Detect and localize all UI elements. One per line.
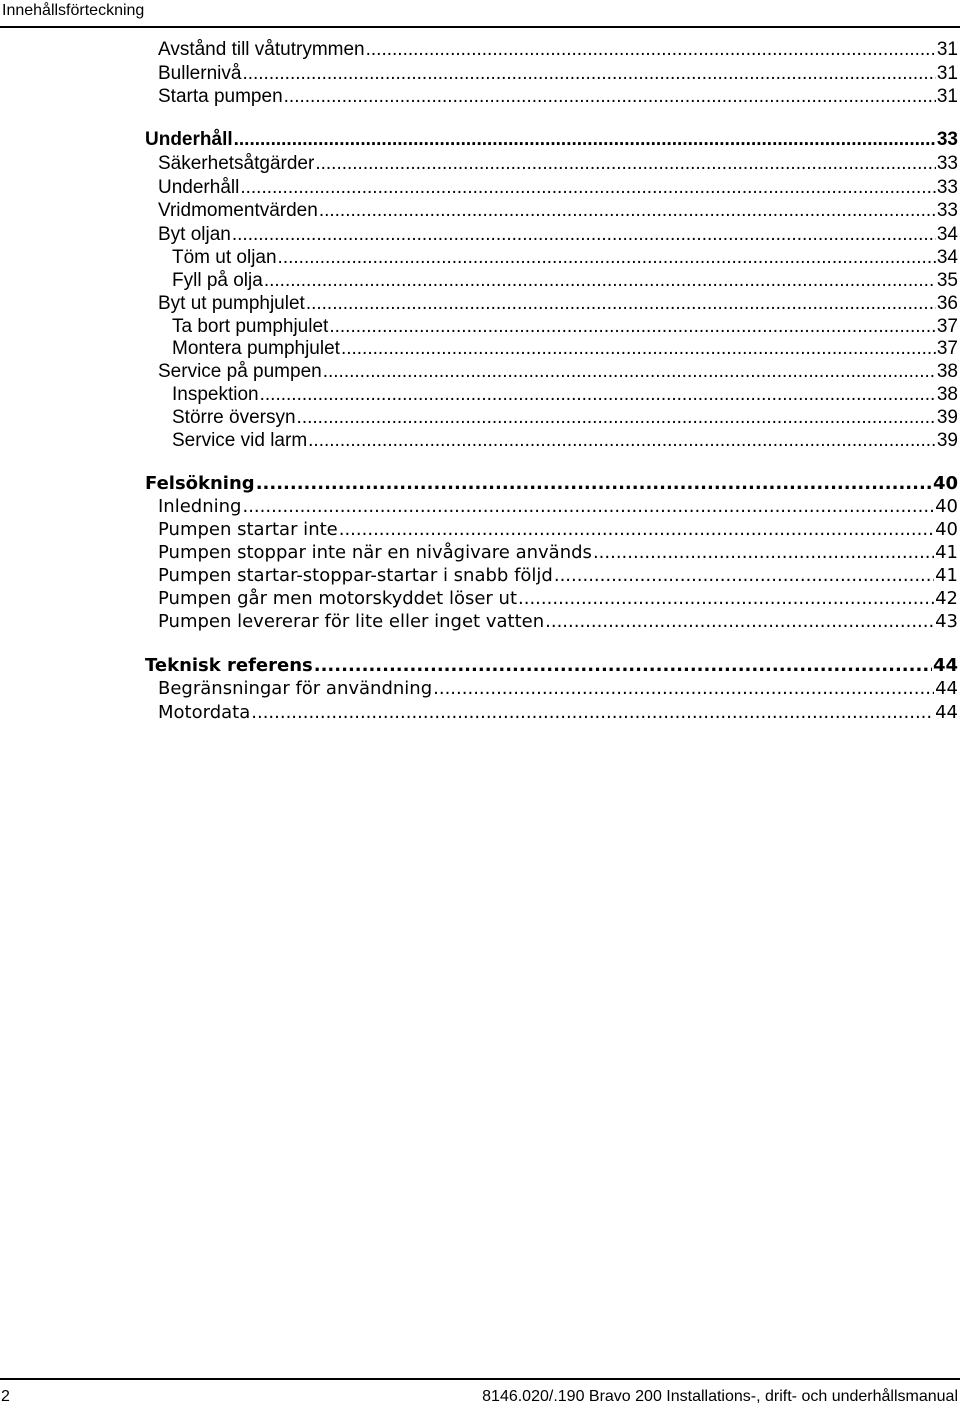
toc-entry-page: 39 — [936, 407, 958, 428]
toc-entry-label: Montera pumphjulet — [172, 338, 340, 359]
footer-divider — [0, 1378, 960, 1380]
toc-entry[interactable] — [158, 200, 958, 222]
toc-dot-leader — [433, 678, 934, 700]
toc-entry-page: 31 — [936, 86, 958, 107]
toc-dot-leader — [554, 565, 934, 587]
toc-dot-leader — [339, 519, 934, 541]
toc-entry-page: 36 — [936, 293, 958, 314]
toc-dot-leader — [315, 153, 936, 175]
toc-dot-leader — [264, 270, 936, 292]
toc-entry[interactable] — [158, 177, 958, 199]
toc-entry-label: Underhåll — [145, 129, 233, 150]
toc-dot-leader — [232, 224, 936, 246]
toc-entry-page: 39 — [936, 430, 958, 451]
toc-dot-leader — [341, 338, 936, 360]
toc-entry-label: Motordata — [158, 702, 251, 723]
toc-entry[interactable] — [158, 39, 958, 61]
toc-section-heading[interactable] — [145, 129, 958, 151]
toc-entry-label: Större översyn — [172, 407, 296, 428]
toc-entry[interactable] — [158, 153, 958, 175]
toc-entry-page: 41 — [935, 542, 958, 563]
toc-entry-label: Pumpen stoppar inte när en nivågivare används — [158, 542, 592, 563]
header-divider — [0, 26, 960, 28]
toc-entry-label: Teknisk referens — [145, 655, 313, 676]
toc-dot-leader — [251, 702, 934, 724]
toc-dot-leader — [240, 177, 936, 199]
toc-entry-page: 34 — [936, 247, 958, 268]
toc-entry[interactable] — [172, 407, 958, 429]
toc-entry-label: Begränsningar för användning — [158, 678, 433, 699]
toc-entry-label: Underhåll — [158, 177, 240, 198]
toc-entry-label: Pumpen levererar för lite eller inget vatten — [158, 611, 545, 632]
toc-dot-leader — [329, 316, 936, 338]
toc-entry[interactable] — [158, 496, 958, 518]
toc-entry[interactable] — [158, 519, 958, 541]
toc-entry-page: 33 — [936, 177, 958, 198]
toc-entry[interactable] — [158, 542, 958, 564]
toc-entry-label: Fyll på olja — [172, 270, 263, 291]
toc-dot-leader — [242, 496, 934, 518]
toc-entry-page: 41 — [935, 565, 958, 586]
toc-entry[interactable] — [172, 270, 958, 292]
toc-entry-page: 34 — [936, 224, 958, 245]
toc-entry-page: 31 — [936, 39, 958, 60]
toc-entry[interactable] — [158, 361, 958, 383]
toc-entry[interactable] — [158, 224, 958, 246]
toc-entry-page: 37 — [936, 338, 958, 359]
toc-entry[interactable] — [158, 565, 958, 587]
toc-entry-page: 37 — [936, 316, 958, 337]
toc-entry[interactable] — [172, 338, 958, 360]
toc-entry-label: Pumpen går men motorskyddet löser ut — [158, 588, 518, 609]
toc-dot-leader — [545, 611, 934, 633]
toc-entry-label: Bullernivå — [158, 63, 242, 84]
toc-entry[interactable] — [172, 384, 958, 406]
toc-dot-leader — [306, 293, 936, 315]
toc-entry-page: 31 — [936, 63, 958, 84]
toc-entry-label: Avstånd till våtutrymmen — [158, 39, 365, 60]
toc-entry-label: Felsökning — [145, 473, 255, 494]
toc-entry-page: 40 — [935, 496, 958, 517]
toc-entry-page: 40 — [935, 519, 958, 540]
toc-entry[interactable] — [158, 611, 958, 633]
toc-section-heading[interactable] — [145, 655, 958, 677]
toc-section-heading[interactable] — [145, 473, 958, 495]
toc-dot-leader — [323, 361, 936, 383]
toc-entry-page: 35 — [936, 270, 958, 291]
toc-entry[interactable] — [158, 86, 958, 108]
toc-entry-label: Inledning — [158, 496, 242, 517]
toc-dot-leader — [518, 588, 934, 610]
toc-entry-label: Service på pumpen — [158, 361, 322, 382]
toc-dot-leader — [256, 473, 932, 495]
toc-dot-leader — [234, 129, 936, 151]
footer-document-title: 8146.020/.190 Bravo 200 Installations-, drift- och underhållsmanual — [482, 1388, 958, 1405]
toc-entry[interactable] — [158, 702, 958, 724]
toc-dot-leader — [297, 407, 936, 429]
toc-entry-label: Säkerhetsåtgärder — [158, 153, 315, 174]
toc-dot-leader — [260, 384, 936, 406]
toc-entry-page: 40 — [932, 473, 958, 494]
toc-entry-page: 42 — [935, 588, 958, 609]
toc-dot-leader — [314, 655, 932, 677]
toc-dot-leader — [366, 39, 936, 61]
toc-entry-page: 33 — [936, 129, 958, 150]
toc-entry-label: Byt ut pumphjulet — [158, 293, 305, 314]
toc-entry-page: 44 — [935, 678, 958, 699]
toc-entry-label: Pumpen startar-stoppar-startar i snabb följd — [158, 565, 553, 586]
toc-entry-label: Ta bort pumphjulet — [172, 316, 329, 337]
toc-entry-label: Inspektion — [172, 384, 259, 405]
toc-entry[interactable] — [158, 63, 958, 85]
toc-entry-page: 44 — [935, 702, 958, 723]
toc-entry-page: 44 — [932, 655, 958, 676]
toc-dot-leader — [284, 86, 936, 108]
page-header-title: Innehållsförteckning — [2, 2, 145, 19]
toc-entry[interactable] — [172, 430, 958, 452]
toc-dot-leader — [278, 247, 936, 269]
toc-entry[interactable] — [172, 247, 958, 269]
toc-entry[interactable] — [172, 316, 958, 338]
toc-entry-label: Starta pumpen — [158, 86, 283, 107]
toc-entry-page: 43 — [935, 611, 958, 632]
toc-entry[interactable] — [158, 588, 958, 610]
toc-entry[interactable] — [158, 678, 958, 700]
toc-entry-page: 38 — [936, 384, 958, 405]
toc-dot-leader — [242, 63, 935, 85]
toc-entry-page: 33 — [936, 153, 958, 174]
toc-entry-page: 38 — [936, 361, 958, 382]
toc-entry[interactable] — [158, 293, 958, 315]
toc-entry-label: Service vid larm — [172, 430, 308, 451]
toc-entry-label: Töm ut oljan — [172, 247, 277, 268]
toc-dot-leader — [308, 430, 936, 452]
toc-entry-page: 33 — [936, 200, 958, 221]
toc-dot-leader — [593, 542, 934, 564]
toc-entry-label: Vridmomentvärden — [158, 200, 318, 221]
toc-entry-label: Pumpen startar inte — [158, 519, 338, 540]
footer-page-number: 2 — [1, 1388, 10, 1405]
toc-entry-label: Byt oljan — [158, 224, 231, 245]
toc-dot-leader — [319, 200, 936, 222]
